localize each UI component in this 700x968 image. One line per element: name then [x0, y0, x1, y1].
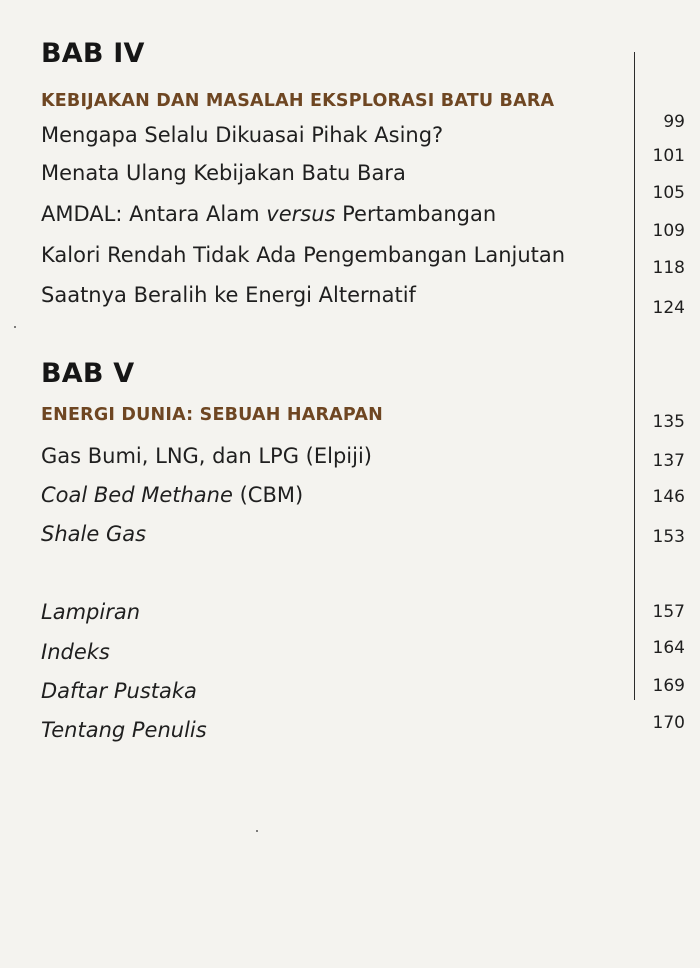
entry-title-part: AMDAL: Antara Alam — [41, 202, 267, 226]
toc-entry: Daftar Pustaka — [41, 679, 197, 703]
toc-entry — [41, 283, 416, 307]
toc-entry — [41, 123, 443, 147]
entry-title-italic-part: Coal Bed Methane — [41, 483, 233, 507]
section-title: ENERGI DUNIA: SEBUAH HARAPAN — [41, 405, 383, 425]
page-number: 153 — [652, 527, 685, 547]
toc-entry — [41, 243, 565, 267]
page-number: 109 — [652, 221, 685, 241]
toc-entry — [41, 161, 406, 185]
page-number: 164 — [652, 638, 685, 658]
chapter-heading: BAB V — [41, 358, 135, 389]
page-number: 135 — [652, 412, 685, 432]
paper-speck — [14, 326, 16, 328]
entry-title: Saatnya Beralih ke Energi Alternatif — [41, 283, 416, 307]
page-number: 118 — [652, 258, 685, 278]
page-number: 146 — [652, 487, 685, 507]
chapter-heading: BAB IV — [41, 38, 145, 69]
section-title: KEBIJAKAN DAN MASALAH EKSPLORASI BATU BARA — [41, 91, 555, 111]
entry-title: Menata Ulang Kebijakan Batu Bara — [41, 161, 406, 185]
page-number: 137 — [652, 451, 685, 471]
entry-title: Kalori Rendah Tidak Ada Pengembangan Lanjutan — [41, 243, 566, 267]
toc-entry — [41, 522, 146, 546]
entry-title-part: (CBM) — [232, 483, 304, 507]
toc-entry — [41, 444, 372, 468]
toc-entry: Tentang Penulis — [41, 718, 207, 742]
page-number: 157 — [652, 602, 685, 622]
paper-speck — [256, 830, 258, 832]
toc-entry — [41, 483, 303, 507]
entry-title-italic-part: versus — [266, 202, 336, 226]
entry-title-part: Pertambangan — [335, 202, 497, 226]
entry-title-italic-part: Shale Gas — [41, 522, 147, 546]
page-number: 124 — [652, 298, 685, 318]
page-number: 105 — [652, 183, 685, 203]
page-number: 169 — [652, 676, 685, 696]
toc-entry — [41, 202, 496, 226]
entry-title: Mengapa Selalu Dikuasai Pihak Asing? — [41, 123, 444, 147]
toc-entry: Indeks — [41, 640, 110, 664]
toc-entry: Lampiran — [41, 600, 141, 624]
page-number: 101 — [652, 146, 685, 166]
entry-title: Gas Bumi, LNG, dan LPG (Elpiji) — [41, 444, 372, 468]
page-number: 170 — [652, 713, 685, 733]
page-number: 99 — [663, 112, 685, 132]
